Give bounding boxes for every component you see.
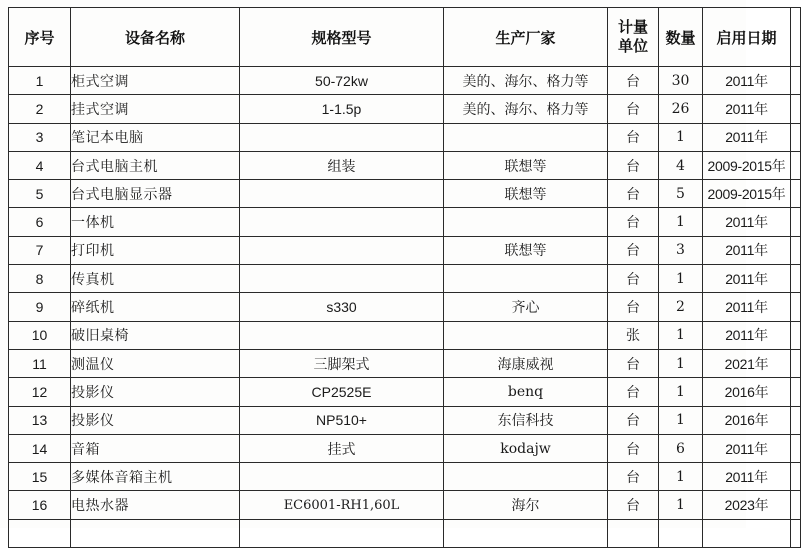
header-maker: 生产厂家: [444, 8, 608, 67]
header-seq: 序号: [9, 8, 71, 67]
table-row: [9, 293, 801, 321]
cell-spec: [240, 321, 444, 349]
cell-extra: [791, 293, 801, 321]
header-date: 启用日期: [703, 8, 791, 67]
cell-unit: 台: [608, 123, 659, 151]
cell-extra: [791, 265, 801, 293]
cell-extra: [791, 378, 801, 406]
cell-empty: [703, 519, 791, 547]
cell-unit: 台: [608, 151, 659, 179]
cell-name: 电热水器: [71, 491, 240, 519]
cell-date: 2009-2015年: [703, 151, 791, 179]
cell-maker: [444, 208, 608, 236]
cell-spec: [240, 180, 444, 208]
table-row: [9, 491, 801, 519]
cell-maker: [444, 265, 608, 293]
cell-qty: 1: [659, 378, 703, 406]
cell-unit: 台: [608, 378, 659, 406]
table-row: [9, 208, 801, 236]
cell-qty: 1: [659, 123, 703, 151]
header-unit-line1: 计量: [617, 18, 648, 36]
cell-date: 2011年: [703, 123, 791, 151]
cell-spec: [240, 208, 444, 236]
cell-extra: [791, 123, 801, 151]
cell-qty: 2: [659, 293, 703, 321]
cell-extra: [791, 434, 801, 462]
cell-name: 测温仪: [71, 349, 240, 377]
table-row: [9, 321, 801, 349]
cell-date: 2011年: [703, 236, 791, 264]
cell-qty: 4: [659, 151, 703, 179]
cell-seq: 8: [9, 265, 71, 293]
cell-extra: [791, 180, 801, 208]
cell-maker: 东信科技: [444, 406, 608, 434]
cell-qty: 30: [659, 67, 703, 95]
cell-spec: [240, 123, 444, 151]
cell-seq: 12: [9, 378, 71, 406]
cell-name: 打印机: [71, 236, 240, 264]
cell-maker: benq: [444, 378, 608, 406]
cell-qty: 26: [659, 95, 703, 123]
cell-extra: [791, 236, 801, 264]
cell-empty: [608, 519, 659, 547]
cell-seq: 13: [9, 406, 71, 434]
table-row: [9, 236, 801, 264]
cell-name: 台式电脑主机: [71, 151, 240, 179]
cell-seq: 14: [9, 434, 71, 462]
cell-unit: 台: [608, 491, 659, 519]
cell-maker: 海尔: [444, 491, 608, 519]
cell-spec: 1-1.5p: [240, 95, 444, 123]
cell-date: 2011年: [703, 95, 791, 123]
header-name: 设备名称: [71, 8, 240, 67]
cell-unit: 台: [608, 236, 659, 264]
cell-name: 破旧桌椅: [71, 321, 240, 349]
cell-seq: 15: [9, 463, 71, 491]
cell-date: 2021年: [703, 349, 791, 377]
cell-empty: [71, 519, 240, 547]
cell-extra: [791, 463, 801, 491]
header-row: [9, 8, 801, 67]
cell-qty: 1: [659, 208, 703, 236]
cell-seq: 2: [9, 95, 71, 123]
cell-date: 2011年: [703, 67, 791, 95]
cell-seq: 7: [9, 236, 71, 264]
cell-maker: 联想等: [444, 180, 608, 208]
cell-spec: s330: [240, 293, 444, 321]
cell-name: 多媒体音箱主机: [71, 463, 240, 491]
table-row: [9, 378, 801, 406]
cell-date: 2011年: [703, 321, 791, 349]
cell-spec: 三脚架式: [240, 349, 444, 377]
cell-date: 2016年: [703, 378, 791, 406]
equipment-table: [8, 7, 801, 548]
table-row: [9, 67, 801, 95]
cell-unit: 台: [608, 265, 659, 293]
cell-qty: 1: [659, 321, 703, 349]
table-row: [9, 463, 801, 491]
cell-maker: 联想等: [444, 151, 608, 179]
cell-empty: [9, 519, 71, 547]
cell-qty: 1: [659, 406, 703, 434]
cell-empty: [791, 519, 801, 547]
cell-date: 2011年: [703, 265, 791, 293]
cell-maker: 联想等: [444, 236, 608, 264]
cell-name: 投影仪: [71, 406, 240, 434]
cell-spec: [240, 265, 444, 293]
cell-qty: 6: [659, 434, 703, 462]
cell-unit: 台: [608, 180, 659, 208]
cell-spec: [240, 463, 444, 491]
cell-date: 2011年: [703, 463, 791, 491]
header-qty: 数量: [659, 8, 703, 67]
cell-extra: [791, 491, 801, 519]
cell-name: 投影仪: [71, 378, 240, 406]
cell-unit: 张: [608, 321, 659, 349]
cell-empty: [444, 519, 608, 547]
cell-date: 2016年: [703, 406, 791, 434]
cell-qty: 3: [659, 236, 703, 264]
cell-unit: 台: [608, 406, 659, 434]
table-row: [9, 265, 801, 293]
cell-spec: 50-72kw: [240, 67, 444, 95]
cell-extra: [791, 208, 801, 236]
cell-qty: 1: [659, 265, 703, 293]
cell-unit: 台: [608, 67, 659, 95]
cell-name: 碎纸机: [71, 293, 240, 321]
cell-maker: 齐心: [444, 293, 608, 321]
cell-extra: [791, 321, 801, 349]
cell-name: 一体机: [71, 208, 240, 236]
header-unit: [608, 8, 659, 67]
table-row: [9, 95, 801, 123]
cell-name: 音箱: [71, 434, 240, 462]
cell-maker: 美的、海尔、格力等: [444, 95, 608, 123]
cell-seq: 1: [9, 67, 71, 95]
table-row-cutoff: [9, 519, 801, 547]
cell-extra: [791, 406, 801, 434]
header-unit-line2: 单位: [617, 37, 648, 55]
cell-seq: 10: [9, 321, 71, 349]
cell-seq: 4: [9, 151, 71, 179]
cell-seq: 11: [9, 349, 71, 377]
table-body: [9, 67, 801, 548]
cell-unit: 台: [608, 95, 659, 123]
table-row: [9, 434, 801, 462]
cell-maker: 海康威视: [444, 349, 608, 377]
cell-extra: [791, 67, 801, 95]
cell-name: 笔记本电脑: [71, 123, 240, 151]
cell-unit: 台: [608, 349, 659, 377]
cell-name: 传真机: [71, 265, 240, 293]
cell-qty: 1: [659, 491, 703, 519]
cell-maker: [444, 463, 608, 491]
cell-date: 2009-2015年: [703, 180, 791, 208]
cell-date: 2011年: [703, 208, 791, 236]
cell-name: 台式电脑显示器: [71, 180, 240, 208]
cell-unit: 台: [608, 463, 659, 491]
cell-maker: [444, 123, 608, 151]
cell-unit: 台: [608, 434, 659, 462]
cell-qty: 1: [659, 349, 703, 377]
table-row: [9, 180, 801, 208]
table-row: [9, 151, 801, 179]
cell-maker: kodajw: [444, 434, 608, 462]
cell-spec: EC6001-RH1,60L: [240, 491, 444, 519]
cell-seq: 6: [9, 208, 71, 236]
cell-unit: 台: [608, 208, 659, 236]
header-extra: [791, 8, 801, 67]
table-row: [9, 123, 801, 151]
cell-name: 柜式空调: [71, 67, 240, 95]
table-row: [9, 406, 801, 434]
cell-seq: 3: [9, 123, 71, 151]
cell-seq: 9: [9, 293, 71, 321]
cell-empty: [240, 519, 444, 547]
cell-qty: 1: [659, 463, 703, 491]
cell-extra: [791, 95, 801, 123]
cell-unit: 台: [608, 293, 659, 321]
cell-extra: [791, 349, 801, 377]
cell-date: 2023年: [703, 491, 791, 519]
cell-empty: [659, 519, 703, 547]
cell-spec: NP510+: [240, 406, 444, 434]
cell-maker: [444, 321, 608, 349]
cell-qty: 5: [659, 180, 703, 208]
table-row: [9, 349, 801, 377]
cell-spec: [240, 236, 444, 264]
cell-date: 2011年: [703, 434, 791, 462]
cell-seq: 5: [9, 180, 71, 208]
cell-date: 2011年: [703, 293, 791, 321]
cell-seq: 16: [9, 491, 71, 519]
cell-name: 挂式空调: [71, 95, 240, 123]
cell-maker: 美的、海尔、格力等: [444, 67, 608, 95]
header-spec: 规格型号: [240, 8, 444, 67]
cell-spec: 挂式: [240, 434, 444, 462]
cell-spec: 组装: [240, 151, 444, 179]
cell-extra: [791, 151, 801, 179]
cell-spec: CP2525E: [240, 378, 444, 406]
